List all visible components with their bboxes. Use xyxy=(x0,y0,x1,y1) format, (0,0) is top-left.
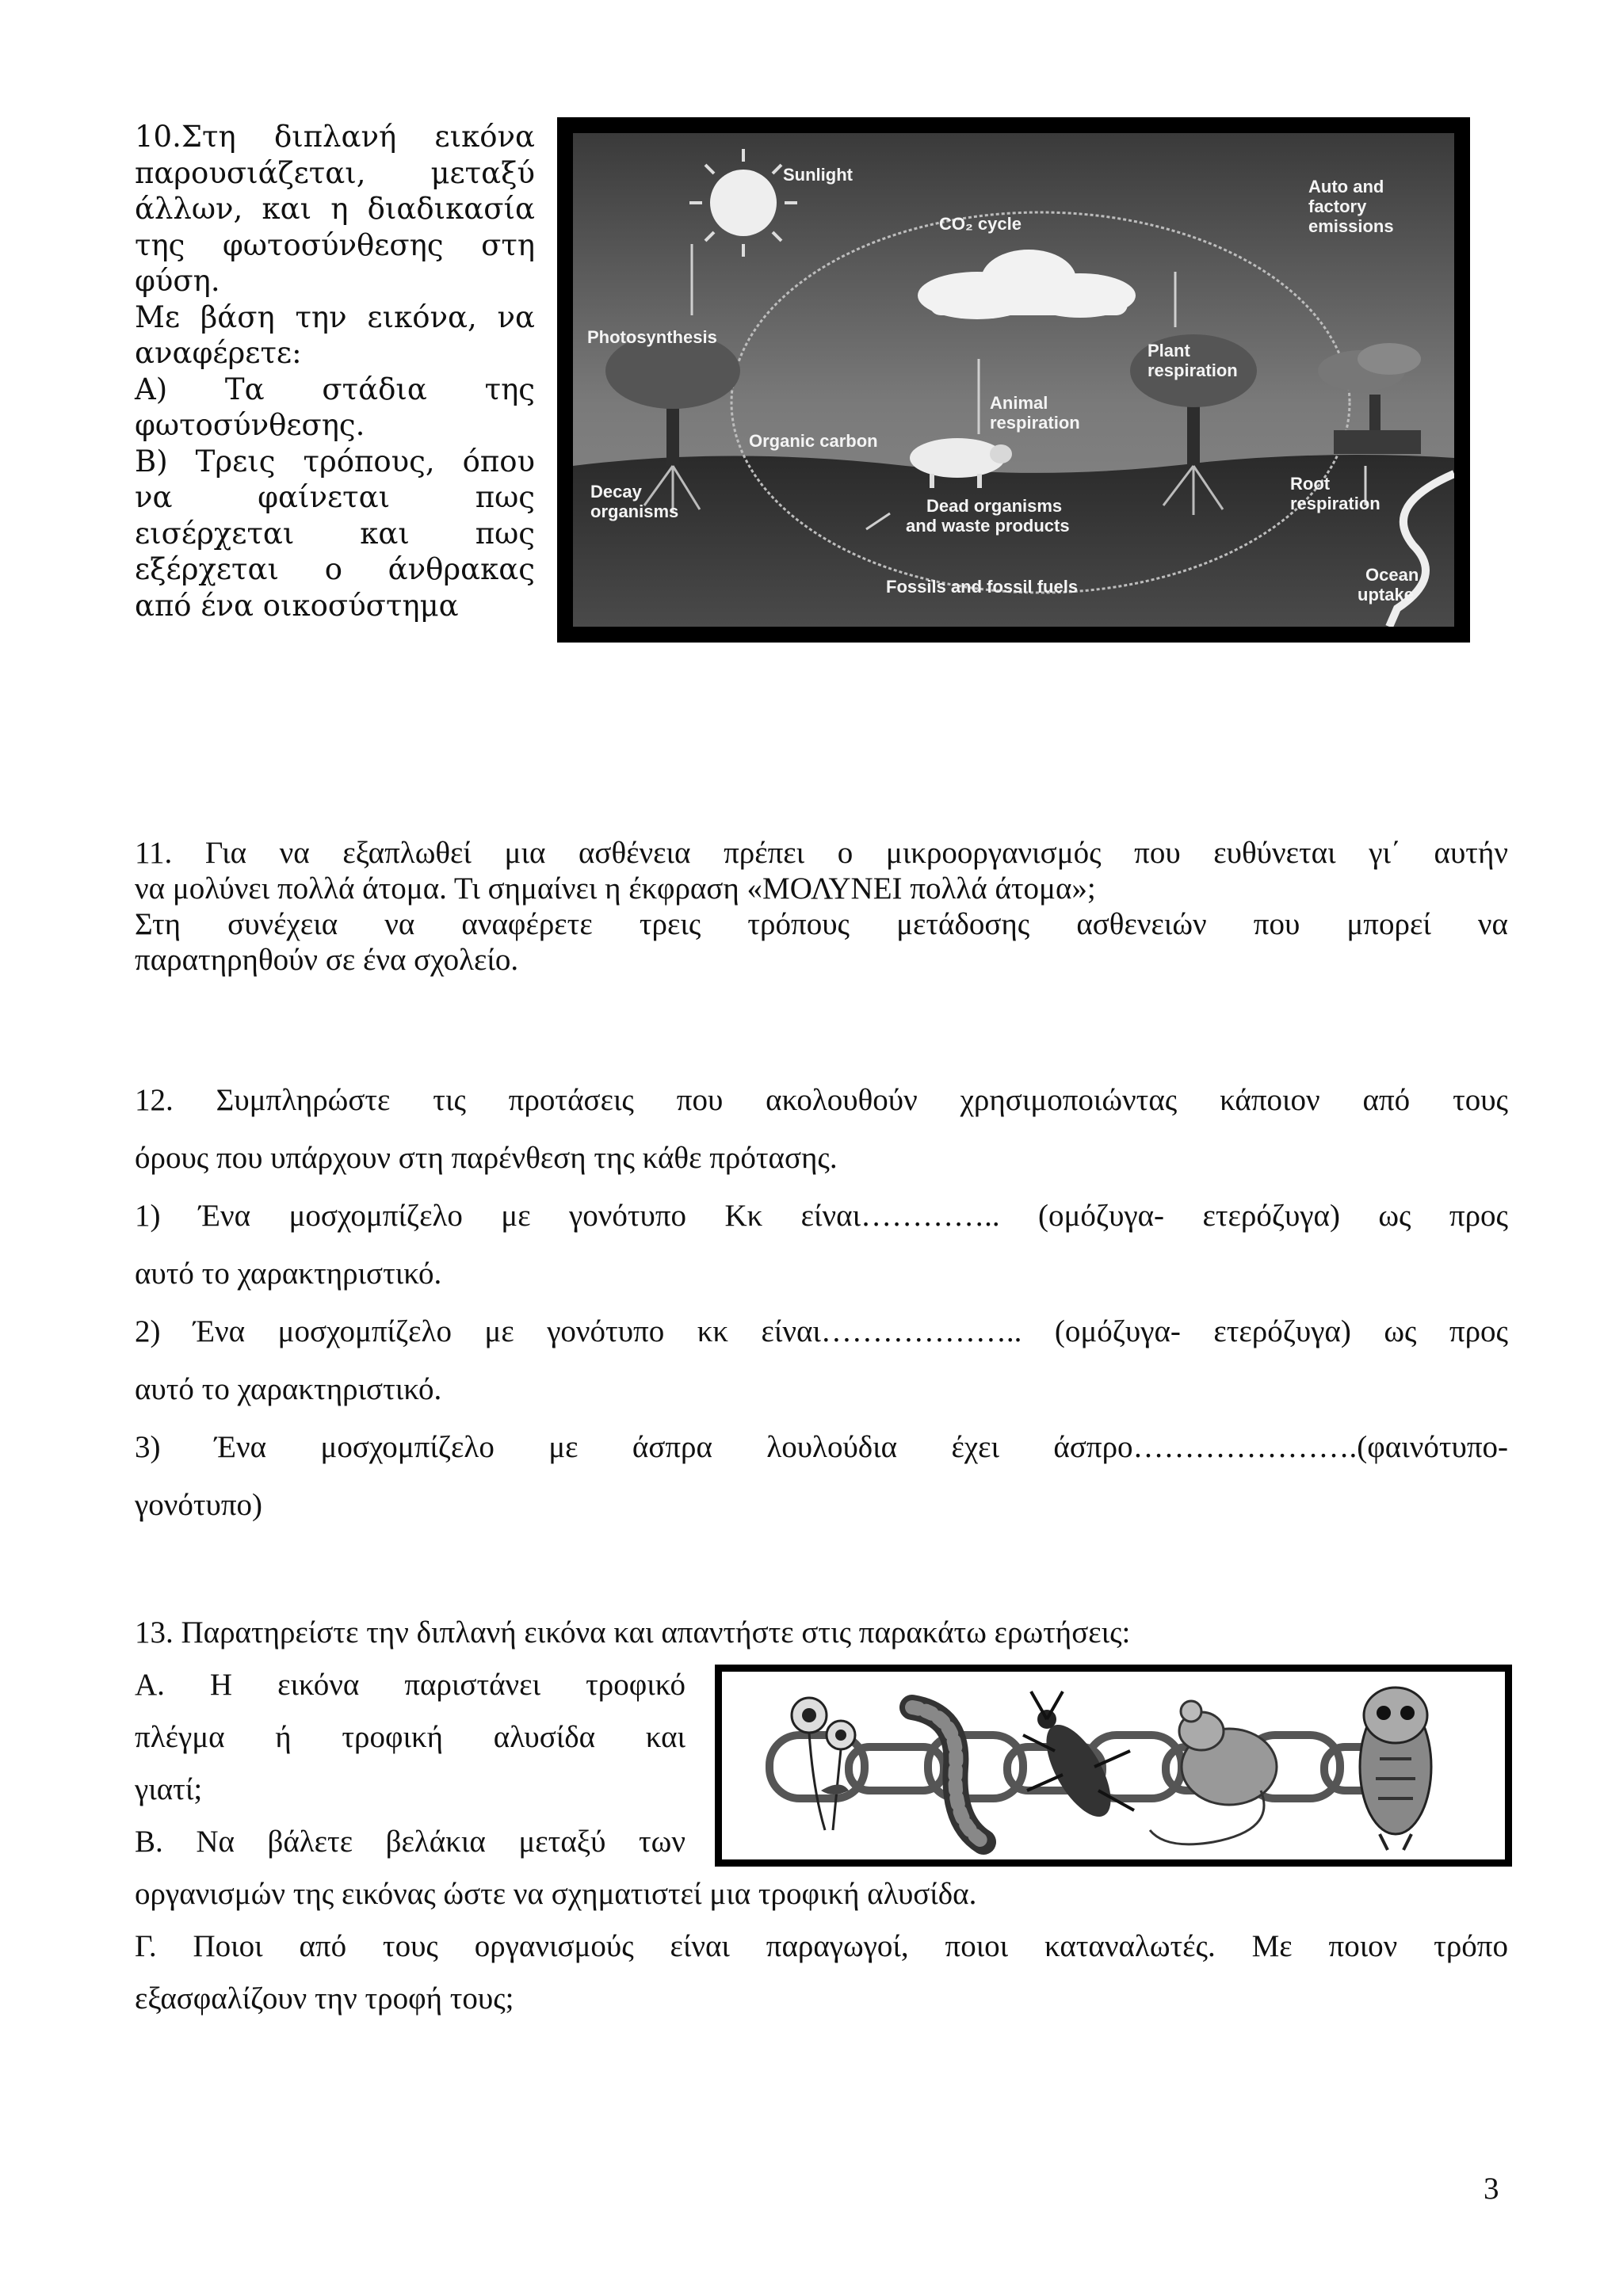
label-animal-respiration: Animal xyxy=(990,393,1048,413)
insect-icon xyxy=(1023,1691,1134,1826)
q10-line: παρουσιάζεται, μεταξύ xyxy=(135,155,535,190)
q10-line: αναφέρετε: xyxy=(135,336,302,370)
q10-line: να φαίνεται πως xyxy=(135,480,535,514)
label-co2-cycle: CO₂ cycle xyxy=(939,214,1022,234)
label-root-respiration: respiration xyxy=(1290,494,1381,513)
label-ocean-uptake: uptake xyxy=(1358,585,1414,605)
label-organic-carbon: Organic carbon xyxy=(749,431,878,451)
q12-line: γονότυπο) xyxy=(135,1488,263,1522)
question-12 xyxy=(135,1071,1508,1534)
question-10-text xyxy=(135,119,535,624)
q10-line: άλλων, και η διαδικασία xyxy=(135,192,535,226)
q10-line: 10.Στη διπλανή εικόνα xyxy=(135,120,535,154)
label-fossils: Fossils and fossil fuels xyxy=(886,577,1079,597)
q13-line: πλέγμα ή τροφική αλυσίδα και xyxy=(135,1720,685,1754)
q10-line: από ένα οικοσύστημα xyxy=(135,588,459,623)
page-number: 3 xyxy=(1484,2172,1499,2206)
label-auto-emissions: Auto and xyxy=(1308,177,1384,196)
carbon-cycle-illustration xyxy=(573,133,1454,627)
q11-line: παρατηρηθούν σε ένα σχολείο. xyxy=(135,943,519,977)
q10-line: Με βάση την εικόνα, να xyxy=(135,299,535,334)
label-auto-emissions: factory xyxy=(1308,196,1367,216)
label-dead-organisms: and waste products xyxy=(906,516,1070,536)
food-chain-illustration xyxy=(722,1672,1505,1859)
label-animal-respiration: respiration xyxy=(990,413,1080,433)
label-decay-organisms: organisms xyxy=(590,502,679,521)
label-auto-emissions: emissions xyxy=(1308,216,1394,236)
q10-line: Β) Τρεις τρόπους, όπου xyxy=(135,444,535,479)
label-root-respiration: Root xyxy=(1290,474,1331,494)
q12-line: 2) Ένα μοσχομπίζελο με γονότυπο κκ είναι……………….. (ομόζυγα- ετερόζυγα) ως προς xyxy=(135,1314,1508,1348)
q12-line: 12. Συμπληρώστε τις προτάσεις που ακολουθούν χρησιμοποιώντας κάποιον από τους xyxy=(135,1083,1508,1117)
q10-line: Α) Τα στάδια της xyxy=(135,372,535,406)
q12-line: 3) Ένα μοσχομπίζελο με άσπρα λουλούδια έχει άσπρο………………….(φαινότυπο- xyxy=(135,1430,1508,1464)
q11-line: να μολύνει πολλά άτομα. Τι σημαίνει η έκφραση «ΜΟΛΥΝΕΙ πολλά άτομα»; xyxy=(135,871,1096,906)
label-plant-respiration: Plant xyxy=(1148,341,1190,360)
q10-line: της φωτοσύνθεσης στη xyxy=(135,227,535,262)
q10-line: φύση. xyxy=(135,264,220,298)
label-decay-organisms: Decay xyxy=(590,482,642,502)
q13-line: Β. Να βάλετε βελάκια μεταξύ των xyxy=(135,1825,685,1859)
question-13-intro xyxy=(135,1607,1508,1659)
q12-line: όρους που υπάρχουν στη παρένθεση της κάθε πρότασης. xyxy=(135,1141,838,1175)
label-sunlight: Sunlight xyxy=(783,165,853,185)
caterpillar-icon xyxy=(912,1707,983,1842)
question-13-rest xyxy=(135,1868,1508,2025)
q12-line: 1) Ένα μοσχομπίζελο με γονότυπο Κκ είναι………….. (ομόζυγα- ετερόζυγα) ως προς xyxy=(135,1199,1508,1233)
q12-line: αυτό το χαρακτηριστικό. xyxy=(135,1257,442,1291)
question-11 xyxy=(135,835,1508,978)
owl-icon xyxy=(1360,1688,1431,1850)
question-13-left xyxy=(135,1659,685,1868)
q11-line: 11. Για να εξαπλωθεί μια ασθένεια πρέπει ο μικροοργανισμός που ευθύνεται γι΄ αυτήν xyxy=(135,836,1508,870)
q13-line: Α. Η εικόνα παριστάνει τροφικό xyxy=(135,1668,685,1702)
q13-intro: 13. Παρατηρείστε την διπλανή εικόνα και απαντήστε στις παρακάτω ερωτήσεις: xyxy=(135,1615,1131,1650)
q13-line: Γ. Ποιοι από τους οργανισμούς είναι παραγωγοί, ποιοι καταναλωτές. Με ποιον τρόπο xyxy=(135,1929,1508,1963)
q10-line: εισέρχεται και πως xyxy=(135,516,535,551)
q12-line: αυτό το χαρακτηριστικό. xyxy=(135,1372,442,1406)
q13-line: γιατί; xyxy=(135,1772,203,1806)
q10-line: εξέρχεται ο άνθρακας xyxy=(135,552,535,586)
food-chain-image xyxy=(715,1665,1512,1867)
label-plant-respiration: respiration xyxy=(1148,360,1238,380)
q13-line: οργανισμών της εικόνας ώστε να σχηματιστεί μια τροφική αλυσίδα. xyxy=(135,1877,977,1911)
label-dead-organisms: Dead organisms xyxy=(926,496,1063,516)
carbon-cycle-diagram xyxy=(557,117,1470,643)
q11-line: Στη συνέχεια να αναφέρετε τρεις τρόπους μετάδοσης ασθενειών που μπορεί να xyxy=(135,907,1508,941)
q10-line: φωτοσύνθεσης. xyxy=(135,408,365,442)
label-ocean-uptake: Ocean xyxy=(1365,565,1419,585)
q13-line: εξασφαλίζουν την τροφή τους; xyxy=(135,1981,514,2016)
label-photosynthesis: Photosynthesis xyxy=(587,327,717,347)
